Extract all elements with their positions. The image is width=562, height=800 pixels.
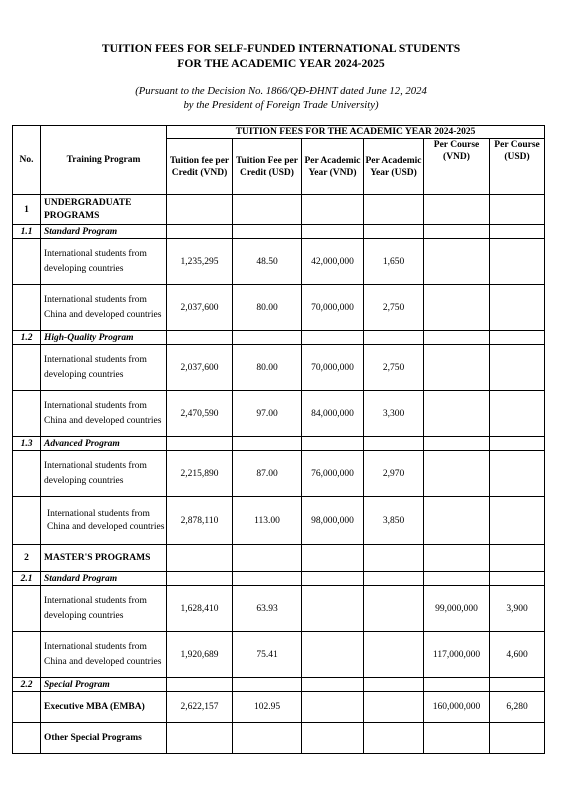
year-vnd: 42,000,000 xyxy=(302,239,364,285)
table-row xyxy=(13,586,545,632)
subsection-name: High-Quality Program xyxy=(41,331,167,345)
section-name: UNDERGRADUATE PROGRAMS xyxy=(41,195,167,225)
course-vnd: 99,000,000 xyxy=(424,586,490,632)
course-usd: 4,600 xyxy=(490,632,545,678)
subsection-name: Standard Program xyxy=(41,572,167,586)
subsection-number: 2.2 xyxy=(13,678,41,692)
year-usd: 2,970 xyxy=(364,451,424,497)
fee-credit-usd: 113.00 xyxy=(233,497,302,545)
subsection-name: Advanced Program xyxy=(41,437,167,451)
header-fee-credit-vnd: Tuition fee per Credit (VND) xyxy=(167,139,233,195)
year-usd: 3,300 xyxy=(364,391,424,437)
header-course-vnd: Per Course (VND) xyxy=(424,139,490,195)
year-vnd: 84,000,000 xyxy=(302,391,364,437)
document-title xyxy=(0,41,562,71)
table-row xyxy=(13,451,545,497)
table-row xyxy=(13,692,545,723)
header-no: No. xyxy=(13,126,41,195)
year-vnd: 70,000,000 xyxy=(302,285,364,331)
table-row xyxy=(13,497,545,545)
tuition-table xyxy=(12,125,545,754)
fee-credit-usd: 97.00 xyxy=(233,391,302,437)
document-subtitle xyxy=(0,84,562,112)
fee-credit-vnd: 2,037,600 xyxy=(167,285,233,331)
program-name: International students from China and developed countries xyxy=(41,285,167,331)
course-usd: 6,280 xyxy=(490,692,545,723)
year-usd: 1,650 xyxy=(364,239,424,285)
table-row xyxy=(13,239,545,285)
subtitle-line-1: (Pursuant to the Decision No. 1866/QĐ-ĐHNT dated June 12, 2024 xyxy=(135,85,427,97)
course-usd: 3,900 xyxy=(490,586,545,632)
section-number: 1 xyxy=(13,195,41,225)
table-row xyxy=(13,632,545,678)
header-year-vnd: Per Academic Year (VND) xyxy=(302,139,364,195)
program-name: International students from developing countries xyxy=(41,345,167,391)
subsection-row xyxy=(13,437,545,451)
subsection-number: 2.1 xyxy=(13,572,41,586)
program-name: Executive MBA (EMBA) xyxy=(41,692,167,723)
fee-credit-vnd: 2,215,890 xyxy=(167,451,233,497)
program-name: International students from China and developed countries xyxy=(41,391,167,437)
table-row xyxy=(13,345,545,391)
year-usd: 2,750 xyxy=(364,345,424,391)
program-name: International students from developing countries xyxy=(41,239,167,285)
program-name: International students from developing countries xyxy=(41,451,167,497)
title-line-1: TUITION FEES FOR SELF-FUNDED INTERNATIONAL STUDENTS xyxy=(101,42,461,55)
year-usd: 2,750 xyxy=(364,285,424,331)
fee-credit-vnd: 1,235,295 xyxy=(167,239,233,285)
title-line-2: FOR THE ACADEMIC YEAR 2024-2025 xyxy=(177,57,385,70)
header-year-usd: Per Academic Year (USD) xyxy=(364,139,424,195)
section-row xyxy=(13,545,545,572)
fee-credit-vnd: 2,878,110 xyxy=(167,497,233,545)
fee-credit-vnd: 2,470,590 xyxy=(167,391,233,437)
table-row xyxy=(13,391,545,437)
course-vnd: 160,000,000 xyxy=(424,692,490,723)
program-name: International students from China and developed countries xyxy=(41,632,167,678)
fee-credit-usd: 48.50 xyxy=(233,239,302,285)
fee-credit-usd: 87.00 xyxy=(233,451,302,497)
header-group: TUITION FEES FOR THE ACADEMIC YEAR 2024-2025 xyxy=(167,126,545,139)
fee-credit-usd: 75.41 xyxy=(233,632,302,678)
fee-credit-vnd: 1,920,689 xyxy=(167,632,233,678)
course-vnd: 117,000,000 xyxy=(424,632,490,678)
header-program: Training Program xyxy=(41,126,167,195)
fee-credit-usd: 80.00 xyxy=(233,285,302,331)
fee-credit-vnd: 2,037,600 xyxy=(167,345,233,391)
year-vnd: 76,000,000 xyxy=(302,451,364,497)
fee-credit-vnd: 2,622,157 xyxy=(167,692,233,723)
year-vnd: 70,000,000 xyxy=(302,345,364,391)
subsection-row xyxy=(13,572,545,586)
table-row xyxy=(13,285,545,331)
year-vnd: 98,000,000 xyxy=(302,497,364,545)
subsection-row xyxy=(13,225,545,239)
section-name: MASTER'S PROGRAMS xyxy=(41,545,167,572)
subsection-number: 1.3 xyxy=(13,437,41,451)
header-row-1 xyxy=(13,126,545,139)
subtitle-line-2: by the President of Foreign Trade University) xyxy=(183,99,379,111)
fee-credit-vnd: 1,628,410 xyxy=(167,586,233,632)
program-name: Other Special Programs xyxy=(41,723,167,754)
fee-credit-usd: 80.00 xyxy=(233,345,302,391)
program-name: International students from China and developed countries xyxy=(41,497,167,545)
header-course-usd: Per Course (USD) xyxy=(490,139,545,195)
header-fee-credit-usd: Tuition Fee per Credit (USD) xyxy=(233,139,302,195)
fee-credit-usd: 102.95 xyxy=(233,692,302,723)
table-row xyxy=(13,723,545,754)
section-number: 2 xyxy=(13,545,41,572)
subsection-row xyxy=(13,331,545,345)
subsection-name: Special Program xyxy=(41,678,167,692)
subsection-number: 1.1 xyxy=(13,225,41,239)
year-usd: 3,850 xyxy=(364,497,424,545)
fee-credit-usd: 63.93 xyxy=(233,586,302,632)
subsection-number: 1.2 xyxy=(13,331,41,345)
program-name: International students from developing countries xyxy=(41,586,167,632)
subsection-name: Standard Program xyxy=(41,225,167,239)
subsection-row xyxy=(13,678,545,692)
section-row xyxy=(13,195,545,225)
